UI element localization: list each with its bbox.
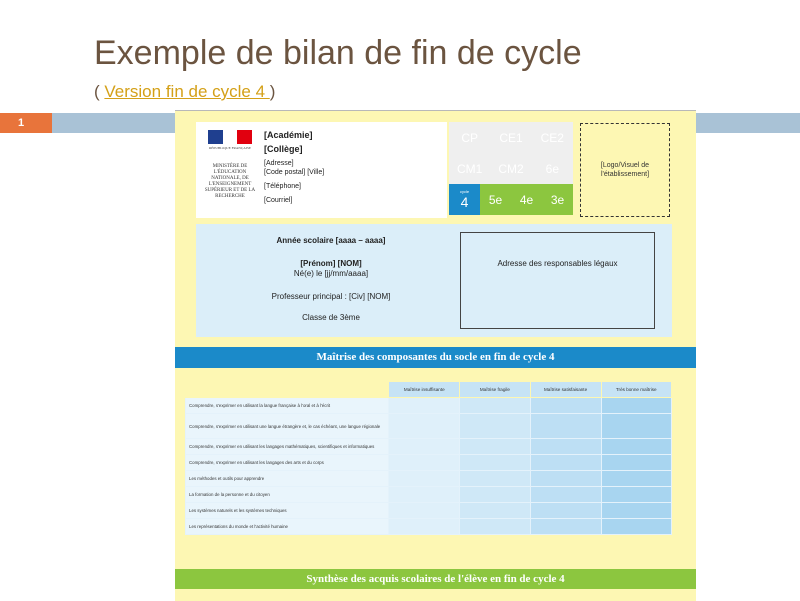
school-info [264,130,324,205]
slide-subtitle [94,82,275,102]
cell-satisfaisante[interactable] [530,471,601,487]
school-header [196,122,447,218]
cycle-grid [449,122,573,216]
cell-satisfaisante[interactable] [530,519,601,535]
cycle-cm1: CM1 [449,153,490,184]
republique-francaise-logo [204,130,256,216]
cell-tres-bonne[interactable] [601,487,671,503]
cycle-ce2: CE2 [532,122,573,153]
professeur-principal: Professeur principal : [Civ] [NOM] [271,292,391,301]
logo-placeholder-text: [Logo/Visuel de l'établissement] [600,162,650,178]
cell-insuffisante[interactable] [389,439,460,455]
cell-fragile[interactable] [460,519,530,535]
cell-fragile[interactable] [460,455,530,471]
code-ville-field: [Code postal] [Ville] [264,169,325,176]
classe: Classe de 3ème [302,313,360,322]
cycle-row-2 [449,153,573,184]
cell-fragile[interactable] [460,503,530,519]
student-panel [196,224,672,337]
col-insuffisante: Maîtrise insuffisante [389,382,460,398]
decorative-band-right [695,113,800,133]
row-label: Comprendre, s'exprimer en utilisant les langages des arts et du corps [186,455,389,471]
telephone-field: [Téléphone] [264,183,301,190]
row-label: Les systèmes naturels et les systèmes techniques [186,503,389,519]
student-name: [Prénom] [NOM] [300,259,362,268]
cell-fragile[interactable] [460,414,530,439]
cell-insuffisante[interactable] [389,487,460,503]
cycle-cp: CP [449,122,490,153]
version-link[interactable]: Version fin de cycle 4 [104,82,270,101]
ministry-name: MINISTÈRE DE L'ÉDUCATION NATIONALE, DE L'ENSEIGNEMENT SUPÉRIEUR ET DE LA RECHERCHE [204,164,256,199]
logo-placeholder [580,123,670,217]
cycle-row-3 [449,184,573,215]
cell-insuffisante[interactable] [389,503,460,519]
cell-satisfaisante[interactable] [530,414,601,439]
cycle-cm2: CM2 [490,153,531,184]
republic-caption: RÉPUBLIQUE FRANÇAISE [208,146,252,150]
cell-insuffisante[interactable] [389,471,460,487]
cell-tres-bonne[interactable] [601,398,671,414]
academie-field: [Académie] [264,130,313,140]
student-birthdate: Né(e) le [jj/mm/aaaa] [293,269,369,278]
col-satisfaisante: Maîtrise satisfaisante [530,382,601,398]
courriel-field: [Courriel] [264,197,293,204]
adresse-field: [Adresse] [264,160,294,167]
slide-title: Exemple de bilan de fin de cycle [94,34,582,72]
cell-satisfaisante[interactable] [530,439,601,455]
row-label: Les méthodes et outils pour apprendre [186,471,389,487]
col-fragile: Maîtrise fragile [460,382,530,398]
table-row [186,439,672,455]
cell-satisfaisante[interactable] [530,398,601,414]
cell-satisfaisante[interactable] [530,503,601,519]
cell-insuffisante[interactable] [389,414,460,439]
cell-satisfaisante[interactable] [530,487,601,503]
row-label: Comprendre, s'exprimer en utilisant la langue française à l'oral et à l'écrit [186,398,389,414]
french-flag-icon [208,130,252,144]
cell-insuffisante[interactable] [389,519,460,535]
table-row [186,487,672,503]
cell-tres-bonne[interactable] [601,503,671,519]
cycle-5e: 5e [480,184,511,215]
synthese-section-title: Synthèse des acquis scolaires de l'élève en fin de cycle 4 [175,569,696,589]
cell-insuffisante[interactable] [389,398,460,414]
row-label: Les représentations du monde et l'activité humaine [186,519,389,535]
responsables-address-box [460,232,655,329]
cell-satisfaisante[interactable] [530,455,601,471]
cycle-4e: 4e [511,184,542,215]
decorative-band-left [52,113,176,133]
subtitle-open: ( [94,82,105,101]
row-label: La formation de la personne et du citoyen [186,487,389,503]
table-row [186,519,672,535]
cell-fragile[interactable] [460,439,530,455]
flag-white [223,130,238,144]
flag-red [237,130,252,144]
socle-table-header [186,382,672,398]
blank-header [186,382,389,398]
cycle-row-1 [449,122,573,153]
student-info [196,236,466,323]
cell-tres-bonne[interactable] [601,414,671,439]
cell-tres-bonne[interactable] [601,519,671,535]
row-label: Comprendre, s'exprimer en utilisant les langages mathématiques, scientifiques et informatiques [186,439,389,455]
cycle-ce1: CE1 [490,122,531,153]
flag-blue [208,130,223,144]
col-tres-bonne: Très bonne maîtrise [601,382,671,398]
table-row [186,414,672,439]
cycle-4-badge [449,184,480,215]
socle-section-title: Maîtrise des composantes du socle en fin de cycle 4 [175,347,696,368]
cell-fragile[interactable] [460,471,530,487]
cycle-caption: cycle [459,189,470,194]
row-label: Comprendre, s'exprimer en utilisant une langue étrangère et, le cas échéant, une langue régionale [186,414,389,439]
socle-table [185,381,672,535]
table-row [186,471,672,487]
cycle-6e: 6e [532,153,573,184]
cell-tres-bonne[interactable] [601,471,671,487]
bilan-document [175,110,696,601]
annee-scolaire: Année scolaire [aaaa – aaaa] [276,236,386,245]
slide-number: 1 [0,113,52,133]
cycle-number: 4 [460,194,469,210]
cell-fragile[interactable] [460,487,530,503]
cell-tres-bonne[interactable] [601,439,671,455]
responsables-address-label: Adresse des responsables légaux [497,259,618,268]
subtitle-close: ) [269,82,276,101]
table-row [186,455,672,471]
table-row [186,398,672,414]
cell-fragile[interactable] [460,398,530,414]
cycle-3e: 3e [542,184,573,215]
cell-tres-bonne[interactable] [601,455,671,471]
college-field: [Collège] [264,144,303,154]
cell-insuffisante[interactable] [389,455,460,471]
table-row [186,503,672,519]
